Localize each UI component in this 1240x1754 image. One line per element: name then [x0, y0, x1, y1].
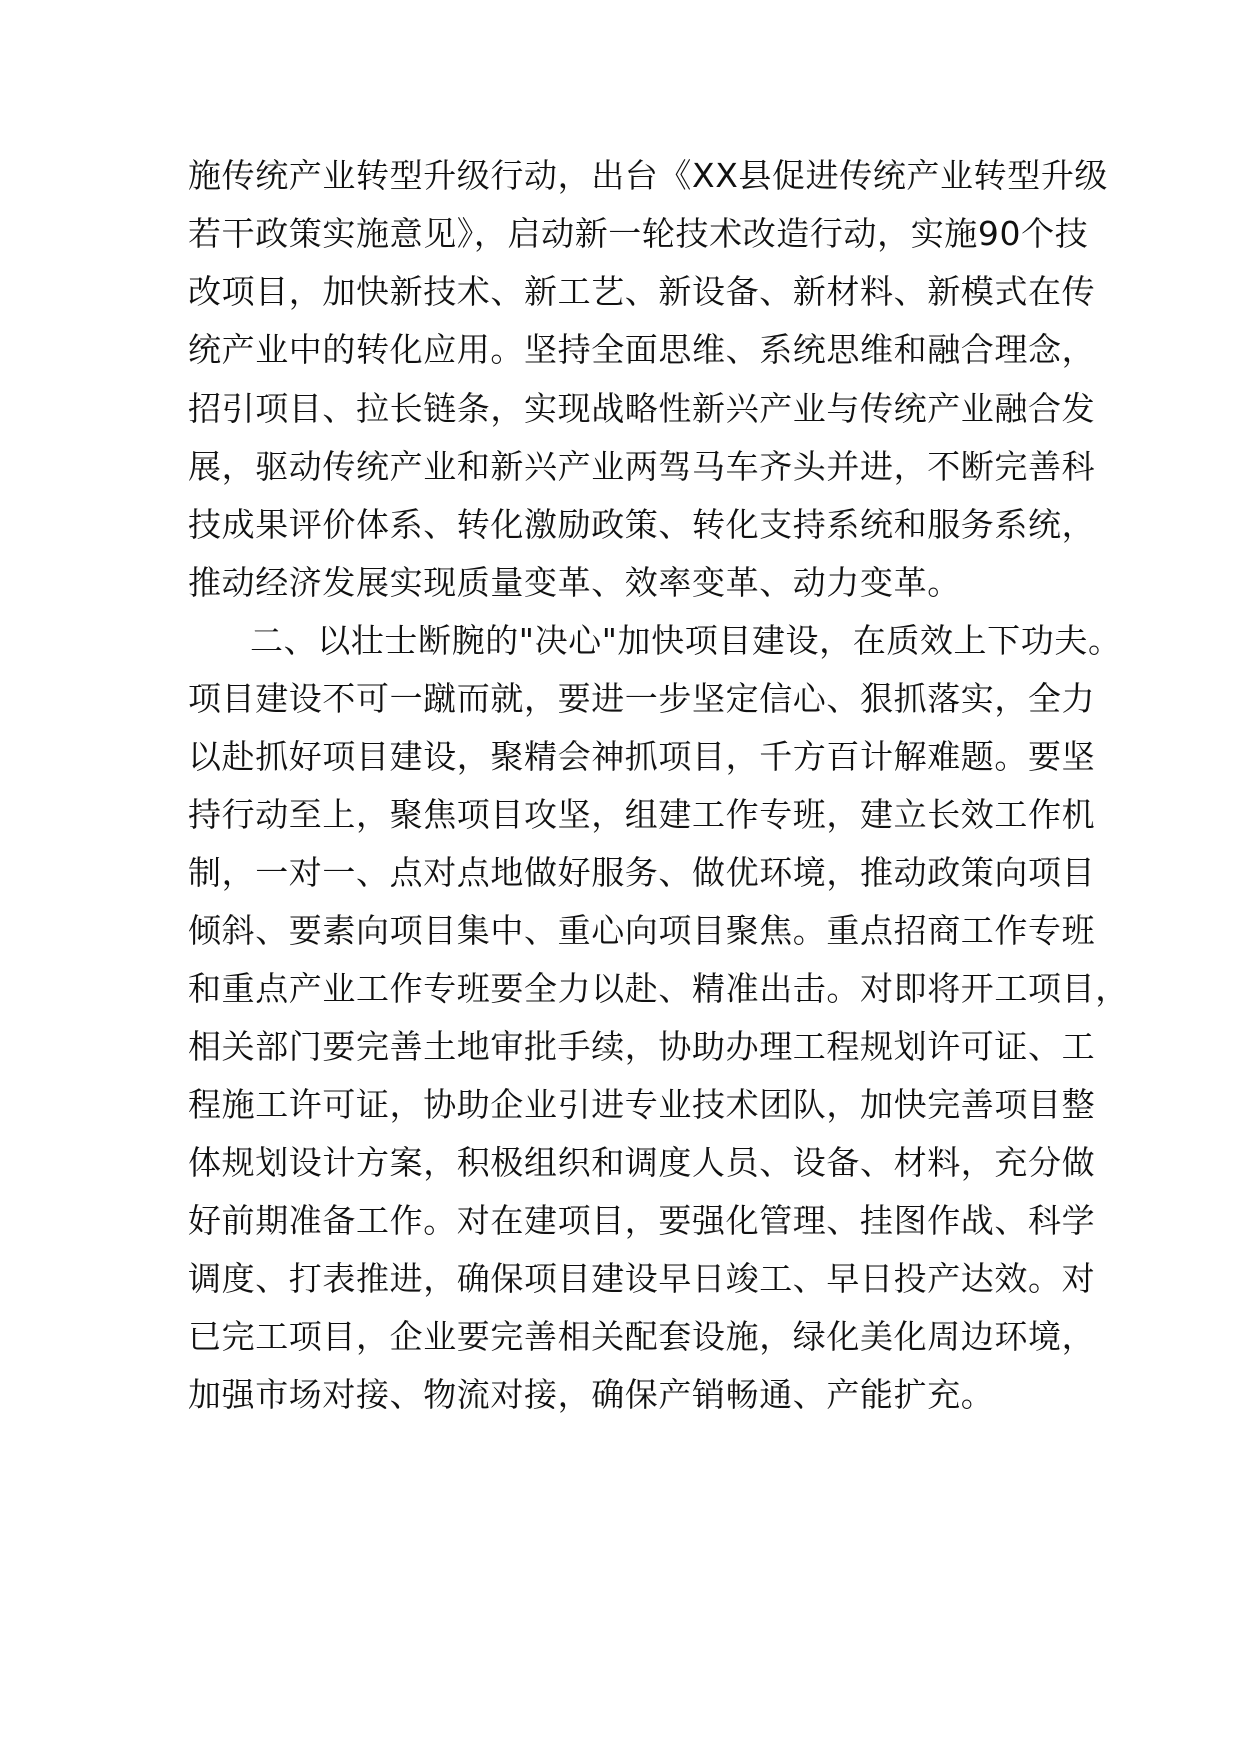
text-line: 招引项目、拉长链条，实现战略性新兴产业与传统产业融合发 [188, 389, 1096, 428]
text-line: 加强市场对接、物流对接，确保产销畅通、产能扩充。 [188, 1375, 995, 1414]
text-line: 好前期准备工作。对在建项目，要强化管理、挂图作战、科学 [188, 1201, 1096, 1240]
text-line: 施传统产业转型升级行动，出台《XX县促进传统产业转型升级 [188, 156, 1109, 195]
text-line: 程施工许可证，协助企业引进专业技术团队，加快完善项目整 [188, 1085, 1096, 1124]
text-line: 调度、打表推进，确保项目建设早日竣工、早日投产达效。对 [188, 1259, 1096, 1298]
text-line: 统产业中的转化应用。坚持全面思维、系统思维和融合理念， [188, 330, 1096, 369]
text-line: 和重点产业工作专班要全力以赴、精准出击。对即将开工项目， [188, 969, 1129, 1008]
text-line: 改项目，加快新技术、新工艺、新设备、新材料、新模式在传 [188, 272, 1096, 311]
text-line: 技成果评价体系、转化激励政策、转化支持系统和服务系统， [188, 505, 1096, 544]
section-heading-line: 二、以壮士断腕的"决心"加快项目建设，在质效上下功夫。 [250, 621, 1122, 660]
text-line: 若干政策实施意见》，启动新一轮技术改造行动，实施90个技 [188, 214, 1089, 253]
text-line: 以赴抓好项目建设，聚精会神抓项目，千方百计解难题。要坚 [188, 737, 1096, 776]
text-line: 推动经济发展实现质量变革、效率变革、动力变革。 [188, 563, 961, 602]
text-line: 持行动至上，聚焦项目攻坚，组建工作专班，建立长效工作机 [188, 795, 1096, 834]
text-line: 项目建设不可一蹴而就，要进一步坚定信心、狠抓落实，全力 [188, 679, 1096, 718]
text-line: 体规划设计方案，积极组织和调度人员、设备、材料，充分做 [188, 1143, 1096, 1182]
text-line: 制，一对一、点对点地做好服务、做优环境，推动政策向项目 [188, 853, 1096, 892]
text-line: 展，驱动传统产业和新兴产业两驾马车齐头并进，不断完善科 [188, 447, 1096, 486]
text-line: 倾斜、要素向项目集中、重心向项目聚焦。重点招商工作专班 [188, 911, 1096, 950]
text-line: 相关部门要完善土地审批手续，协助办理工程规划许可证、工 [188, 1027, 1096, 1066]
text-line: 已完工项目，企业要完善相关配套设施，绿化美化周边环境， [188, 1317, 1096, 1356]
